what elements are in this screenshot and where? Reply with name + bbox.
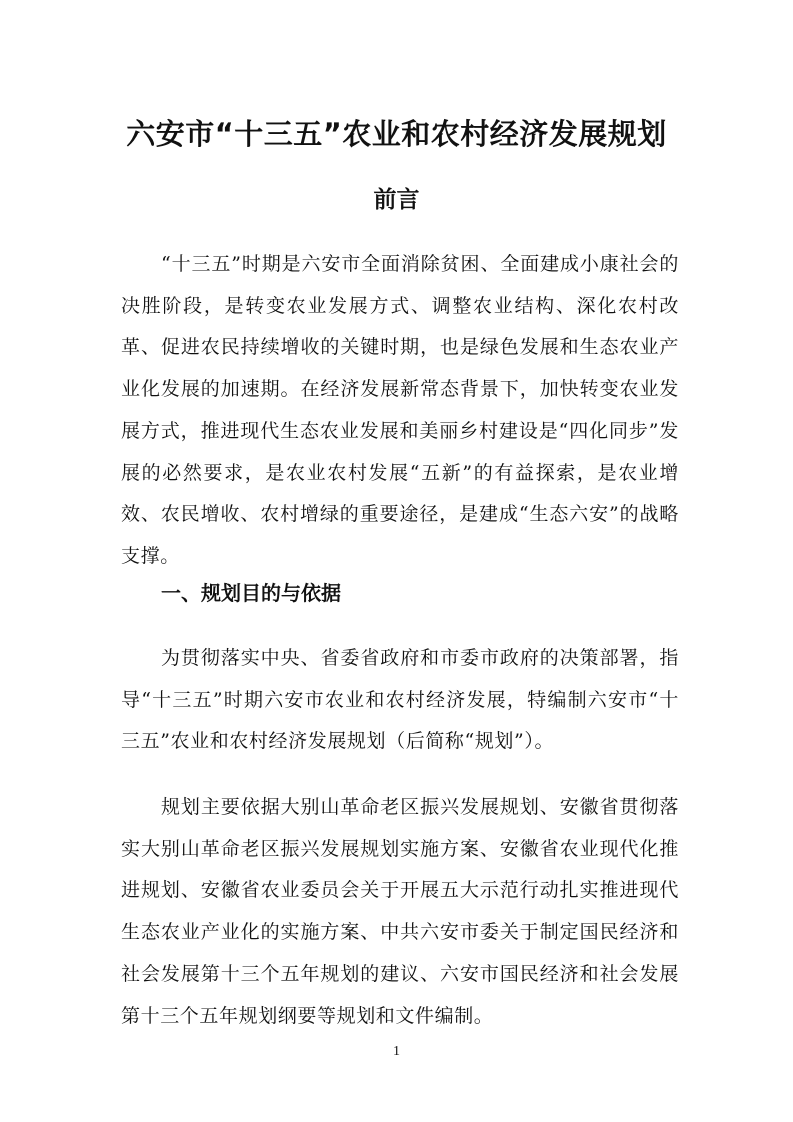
preface-heading: 前言 <box>373 187 420 213</box>
section-1-paragraph-purpose: 为贯彻落实中央、省委省政府和市委市政府的决策部署，指导“十三五”时期六安市农业和农村经济发展，特编制六安市“十三五”农业和农村经济发展规划（后简称“规划”）。 <box>121 647 679 753</box>
page-number: 1 <box>393 1044 400 1059</box>
preface-paragraph: “十三五”时期是六安市全面消除贫困、全面建成小康社会的决胜阶段，是转变农业发展方式、调整农业结构、深化农村改革、促进农民持续增收的关键时期，也是绿色发展和生态农业产业化发展的加速期。在经济发展新常态背景下，加快转变农业发展方式，推进现代生态农业发展和美丽乡村建设是“四化同步”发展的必然要求，是农业农村发展“五新”的有益探索，是农业增效、农民增收、农村增绿的重要途径，是建成“生态六安”的战略支撑。 <box>121 253 680 567</box>
document-title: 六安市“十三五”农业和农村经济发展规划 <box>126 117 667 151</box>
section-1-paragraph-basis: 规划主要依据大别山革命老区振兴发展规划、安徽省贯彻落实大别山革命老区振兴发展规划实施方案、安徽省农业现代化推进规划、安徽省农业委员会关于开展五大示范行动扎实推进现代生态农业产业化的实施方案、中共六安市委关于制定国民经济和社会发展第十三个五年规划的建议、六安市国民经济和社会发展第十三个五年规划纲要等规划和文件编制。 <box>121 796 679 1027</box>
section-1-heading: 一、规划目的与依据 <box>161 581 341 605</box>
